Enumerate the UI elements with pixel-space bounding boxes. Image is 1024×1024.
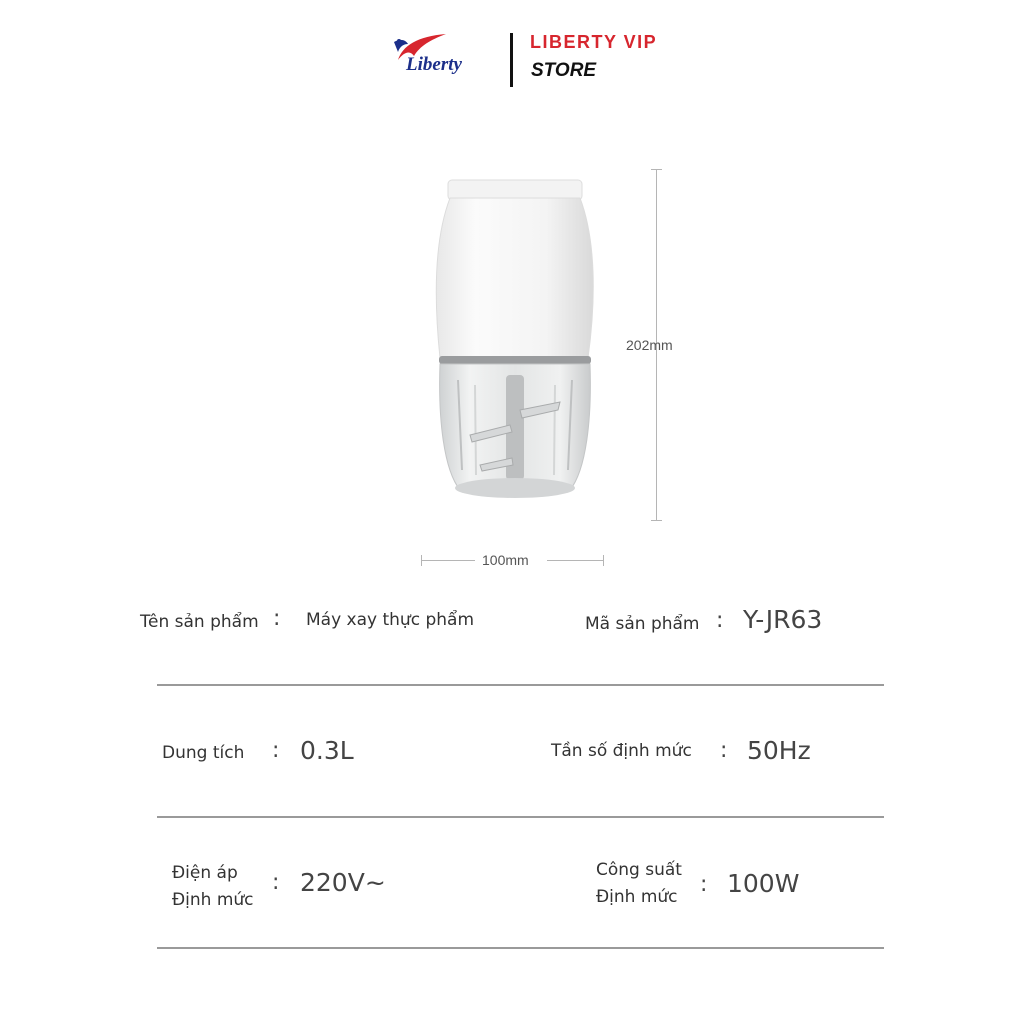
product-code-label: Mã sản phẩm [585,614,700,634]
colon: : [273,606,281,631]
voltage-value: 220V~ [300,868,386,897]
row-divider [157,684,884,686]
store-brand: LIBERTY VIP [530,32,658,52]
colon: : [272,738,280,763]
colon: : [716,608,724,633]
voltage-label-line1: Điện áp [172,863,238,883]
frequency-value: 50Hz [747,736,811,765]
height-dimension-label: 202mm [626,337,673,353]
capacity-label: Dung tích [162,743,245,763]
colon: : [720,738,728,763]
row-divider [157,816,884,818]
header-divider [510,33,513,87]
colon: : [700,872,708,897]
power-label-line1: Công suất [596,860,682,880]
width-dimension-cap-right [603,555,604,566]
frequency-label: Tần số định mức [551,741,692,761]
height-dimension-cap-top [651,169,662,170]
capacity-value: 0.3L [300,736,354,765]
power-label-line2: Định mức [596,887,678,907]
logo-text: Liberty [406,54,462,75]
width-dimension-line-left [421,560,475,561]
colon: : [272,870,280,895]
store-subtitle: STORE [531,60,597,81]
width-dimension-cap-left [421,555,422,566]
product-code-value: Y-JR63 [743,605,823,634]
width-dimension-label: 100mm [482,552,529,568]
product-name-value: Máy xay thực phẩm [306,610,474,630]
product-name-label: Tên sản phẩm [140,612,259,632]
liberty-logo [390,30,490,86]
food-chopper-image [420,170,610,515]
width-dimension-line-right [547,560,603,561]
height-dimension-cap-bottom [651,520,662,521]
row-divider [157,947,884,949]
power-value: 100W [727,869,800,898]
voltage-label-line2: Định mức [172,890,254,910]
